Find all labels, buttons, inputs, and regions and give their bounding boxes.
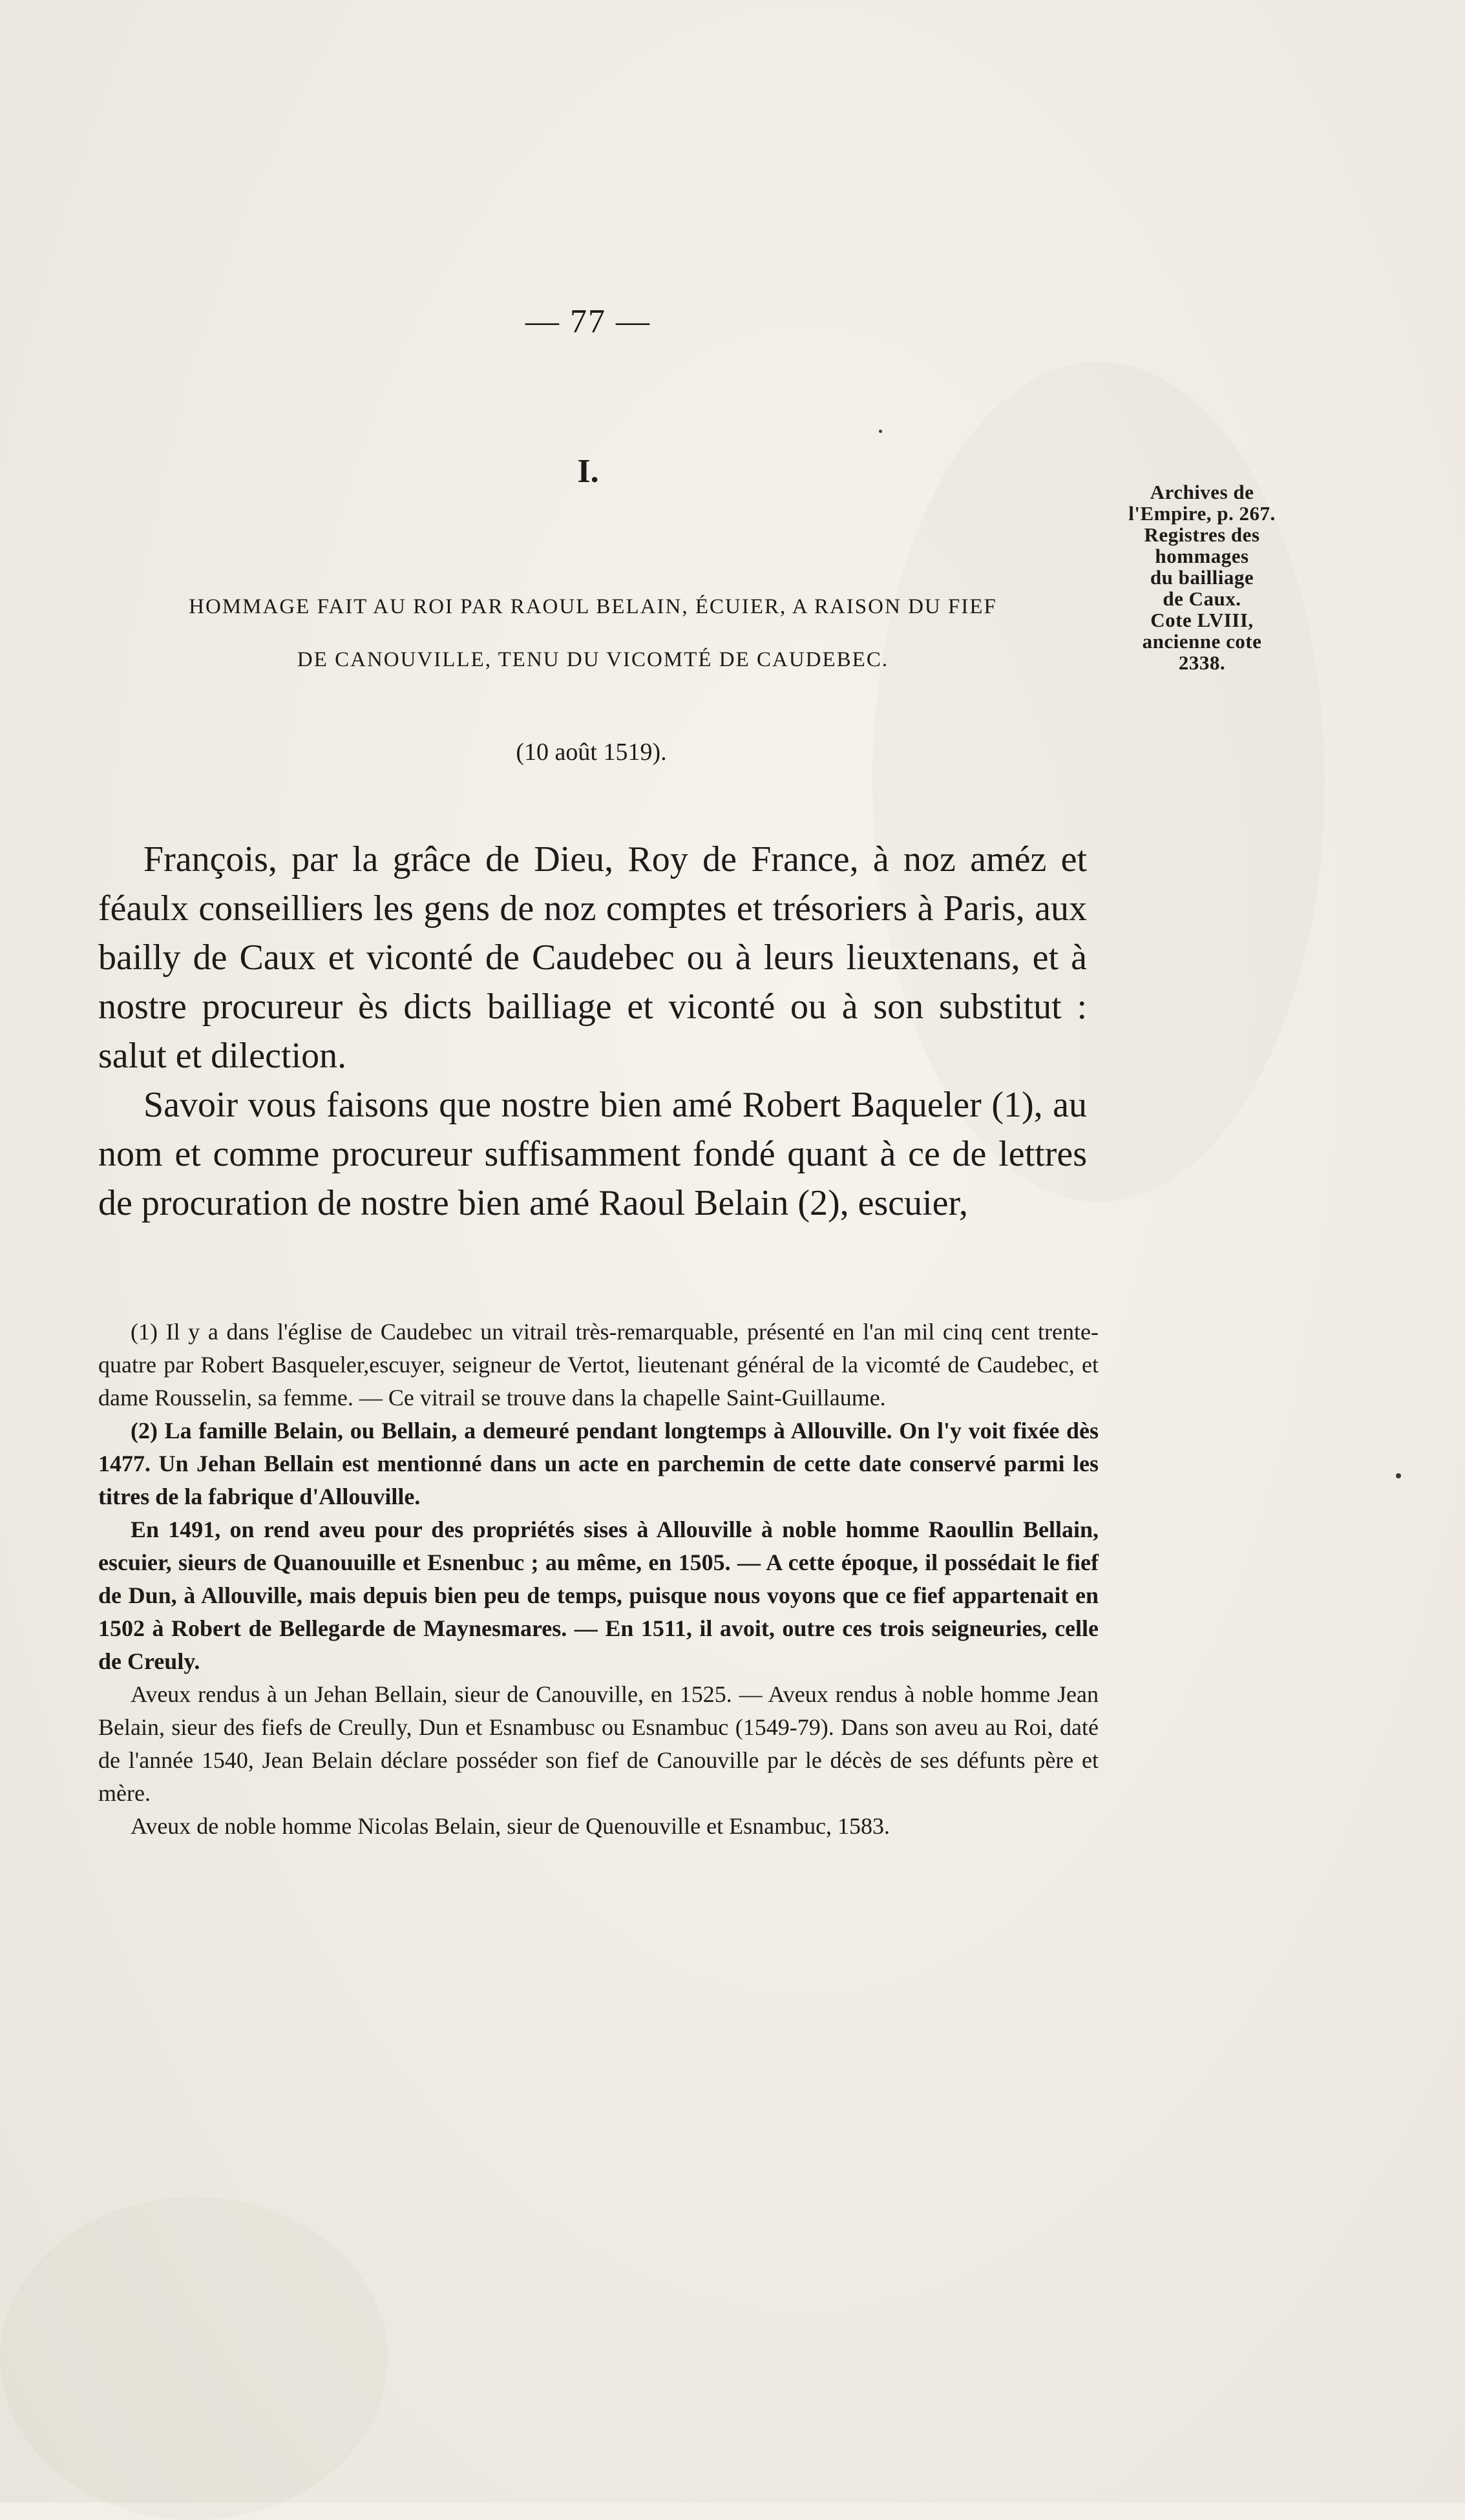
ink-speck: [1396, 1473, 1401, 1478]
margin-note-line: Archives de: [1150, 481, 1254, 503]
margin-note-line: du bailliage: [1150, 566, 1254, 589]
section-numeral: I.: [577, 453, 599, 490]
footnote-2-continued: En 1491, on rend aveu pour des propriétés sises à Allouville à noble homme Raoullin Bellain, escuier, sieurs de Quanouuille et Esnenbuc ; au même, en 1505. — A cette époque, il possédait le fief de Dun, à Allouville, mais depuis bien peu de temps, puisque nous voyons que ce fief appartenait en 1502 à Robert de Bellegarde de Maynesmares. — En 1511, il avoit, outre ces trois seigneuries, celle de Creuly.: [98, 1517, 1099, 1674]
margin-note-line: Cote LVIII,: [1150, 609, 1254, 631]
margin-note-line: hommages: [1155, 545, 1249, 567]
document-title: [97, 580, 1089, 686]
margin-note-line: l'Empire, p. 267.: [1128, 502, 1276, 525]
title-line-2: DE CANOUVILLE, TENU DU VICOMTÉ DE CAUDEBEC.: [297, 648, 889, 671]
body-paragraph-2: Savoir vous faisons que nostre bien amé Robert Baqueler (1), au nom et comme procureur suffisamment fondé quant à ce de lettres de procuration de nostre bien amé Raoul Belain (2), escuier,: [98, 1085, 1087, 1223]
document-date: (10 août 1519).: [516, 739, 667, 766]
margin-note-line: ancienne cote: [1142, 630, 1262, 653]
footnote-2-nicolas: Aveux de noble homme Nicolas Belain, sieur de Quenouville et Esnambuc, 1583.: [131, 1813, 891, 1839]
body-paragraph-1: François, par la grâce de Dieu, Roy de France, à noz améz et féaulx conseilliers les gens de noz comptes et trésoriers à Paris, aux bailly de Caux et viconté de Caudebec ou à leurs lieuxtenans, et à nostre procureur ès dicts bailliage et viconté ou à son substitut : salut et dilection.: [98, 839, 1087, 1076]
margin-note: [1092, 481, 1312, 673]
body-text: [98, 835, 1087, 1228]
margin-note-line: 2338.: [1178, 651, 1226, 674]
margin-note-line: de Caux.: [1163, 587, 1241, 610]
footnote-1: (1) Il y a dans l'église de Caudebec un vitrail très-remarquable, présenté en l'an mil cinq cent trente-quatre par Robert Basqueler,escuyer, seigneur de Vertot, lieutenant général de la vicomté de Caudebec, et dame Rousselin, sa femme. — Ce vitrail se trouve dans la chapelle Saint-Guillaume.: [98, 1319, 1099, 1411]
footnote-2: (2) La famille Belain, ou Bellain, a demeuré pendant longtemps à Allouville. On l'y voit fixée dès 1477. Un Jehan Bellain est mentionné dans un acte en parchemin de cette date conservé parmi les titres de la fabrique d'Allouville.: [98, 1418, 1099, 1509]
title-line-1: HOMMAGE FAIT AU ROI PAR RAOUL BELAIN, ÉCUIER, A RAISON DU FIEF: [189, 595, 997, 618]
footnotes: [98, 1316, 1099, 1843]
page-number: — 77 —: [525, 303, 651, 340]
footnote-2-aveux: Aveux rendus à un Jehan Bellain, sieur de Canouville, en 1525. — Aveux rendus à noble homme Jean Belain, sieur des fiefs de Creully, Dun et Esnambusc ou Esnambuc (1549-79). Dans son aveu au Roi, daté de l'année 1540, Jean Belain déclare posséder son fief de Canouville par le décès de ses défunts père et mère.: [98, 1681, 1099, 1806]
paper-stain: [0, 2197, 388, 2520]
margin-note-line: Registres des: [1144, 523, 1260, 546]
ink-speck: [879, 430, 882, 433]
